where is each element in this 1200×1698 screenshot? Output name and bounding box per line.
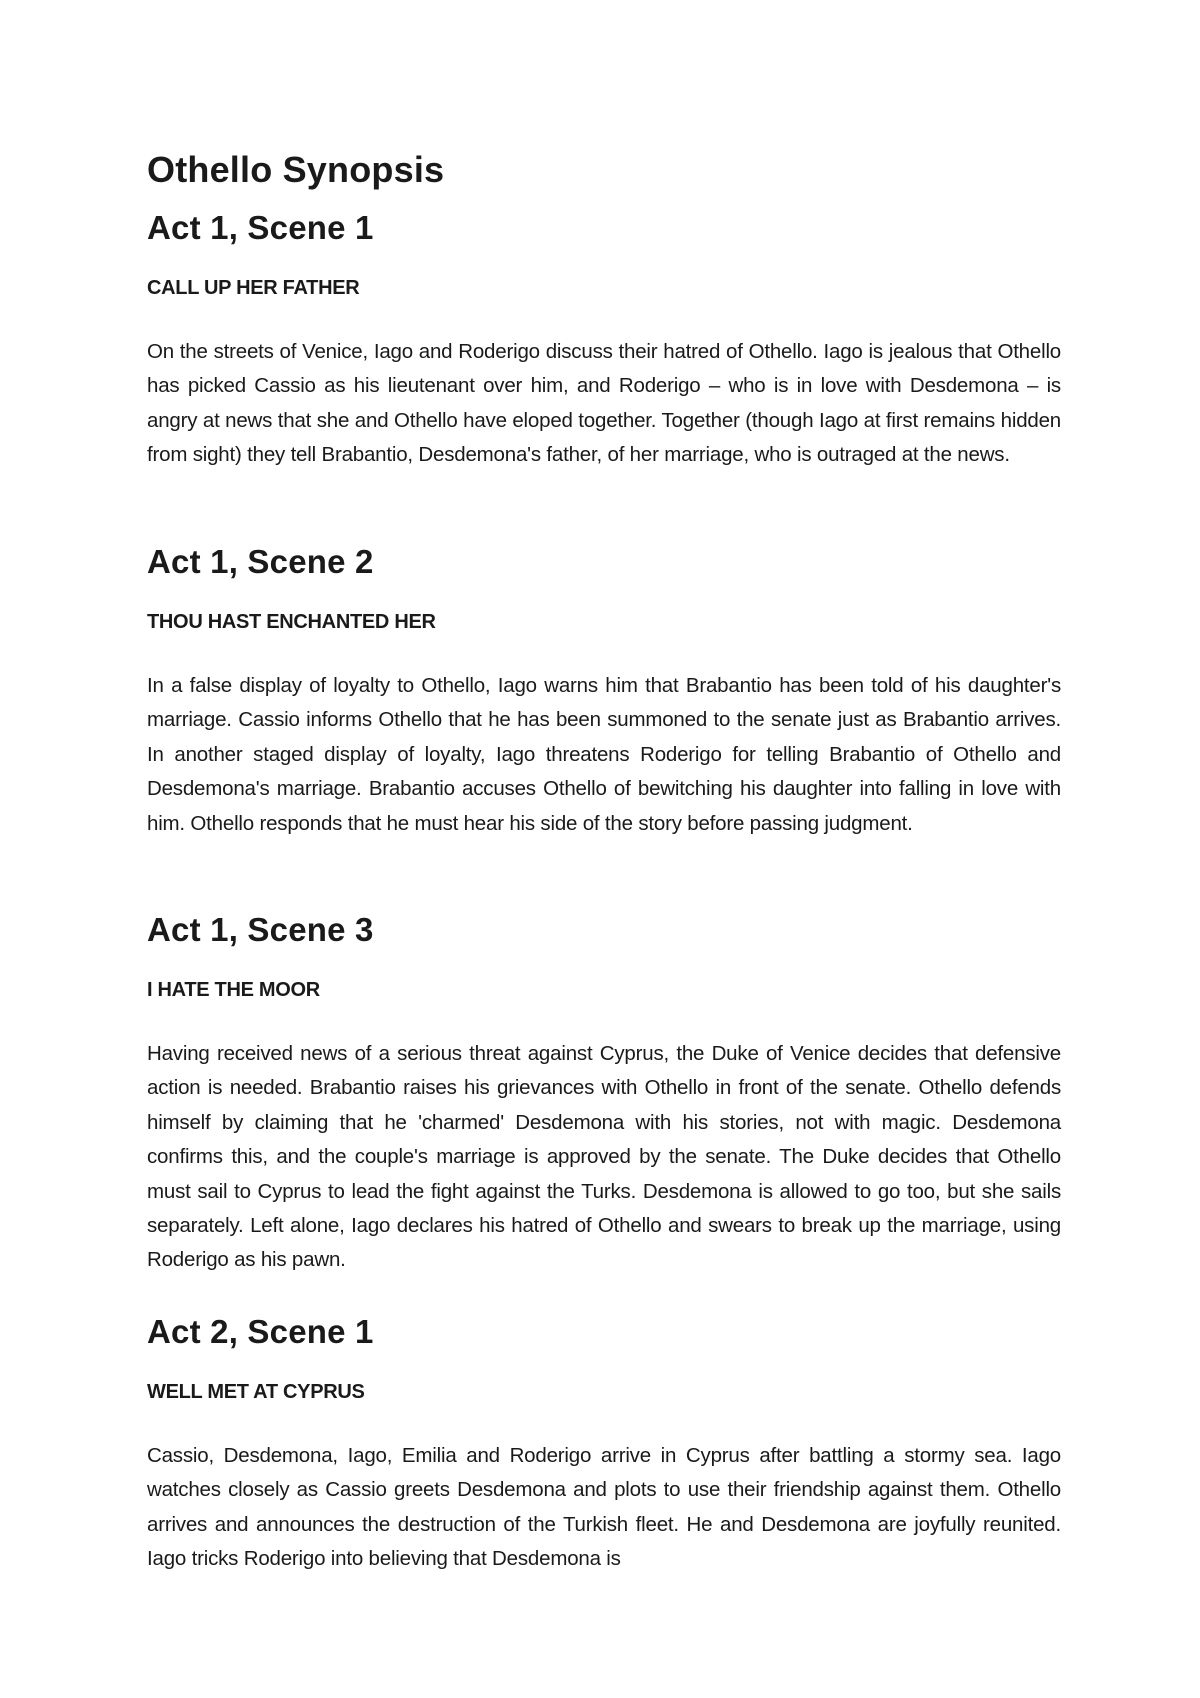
scene-section-act1-scene1 [147, 206, 1061, 467]
scene-subtitle: THOU HAST ENCHANTED HER [147, 611, 436, 633]
scene-paragraph: Having received news of a serious threat against Cyprus, the Duke of Venice decides that defensive action is needed. Brabantio raises his grievances with Othello in front of the senate. Othello defends himself by claiming that he 'charmed' Desdemona with his stories, not with magic. Desdemona confirms this, and the couple's marriage is approved by the senate. The Duke decides that Othello must sail to Cyprus to lead the fight against the Turks. Desdemona is allowed to go too, but she sails separately. Left alone, Iago declares his hatred of Othello and swears to break up the marriage, using Roderigo as his pawn. [147, 1042, 1061, 1272]
scene-paragraph: In a false display of loyalty to Othello, Iago warns him that Brabantio has been told of his daughter's marriage. Cassio informs Othello that he has been summoned to the senate just as Brabantio arrives. In another staged display of loyalty, Iago threatens Roderigo for telling Brabantio of Othello and Desdemona's marriage. Brabantio accuses Othello of bewitching his daughter into falling in love with him. Othello responds that he must hear his side of the story before passing judgment. [147, 674, 1061, 835]
scene-subtitle: CALL UP HER FATHER [147, 277, 360, 299]
scene-section-act1-scene3 [147, 908, 1061, 1272]
scene-section-act2-scene1 [147, 1310, 1061, 1571]
scene-heading: Act 1, Scene 3 [147, 911, 374, 948]
document-title: Othello Synopsis [147, 149, 445, 190]
scene-paragraph: Cassio, Desdemona, Iago, Emilia and Roderigo arrive in Cyprus after battling a stormy sea. Iago watches closely as Cassio greets Desdemona and plots to use their friendship against them. Othello arrives and announces the destruction of the Turkish fleet. He and Desdemona are joyfully reunited. Iago tricks Roderigo into believing that Desdemona is [147, 1444, 1061, 1571]
scene-subtitle: I HATE THE MOOR [147, 979, 320, 1001]
scene-subtitle: WELL MET AT CYPRUS [147, 1381, 365, 1403]
scene-section-act1-scene2 [147, 540, 1061, 835]
scene-heading: Act 2, Scene 1 [147, 1313, 374, 1350]
scene-heading: Act 1, Scene 2 [147, 543, 374, 580]
scene-paragraph: On the streets of Venice, Iago and Roderigo discuss their hatred of Othello. Iago is jealous that Othello has picked Cassio as his lieutenant over him, and Roderigo – who is in love with Desdemona – is angry at news that she and Othello have eloped together. Together (though Iago at first remains hidden from sight) they tell Brabantio, Desdemona's father, of her marriage, who is outraged at the news. [147, 340, 1061, 467]
scene-heading: Act 1, Scene 1 [147, 209, 374, 246]
